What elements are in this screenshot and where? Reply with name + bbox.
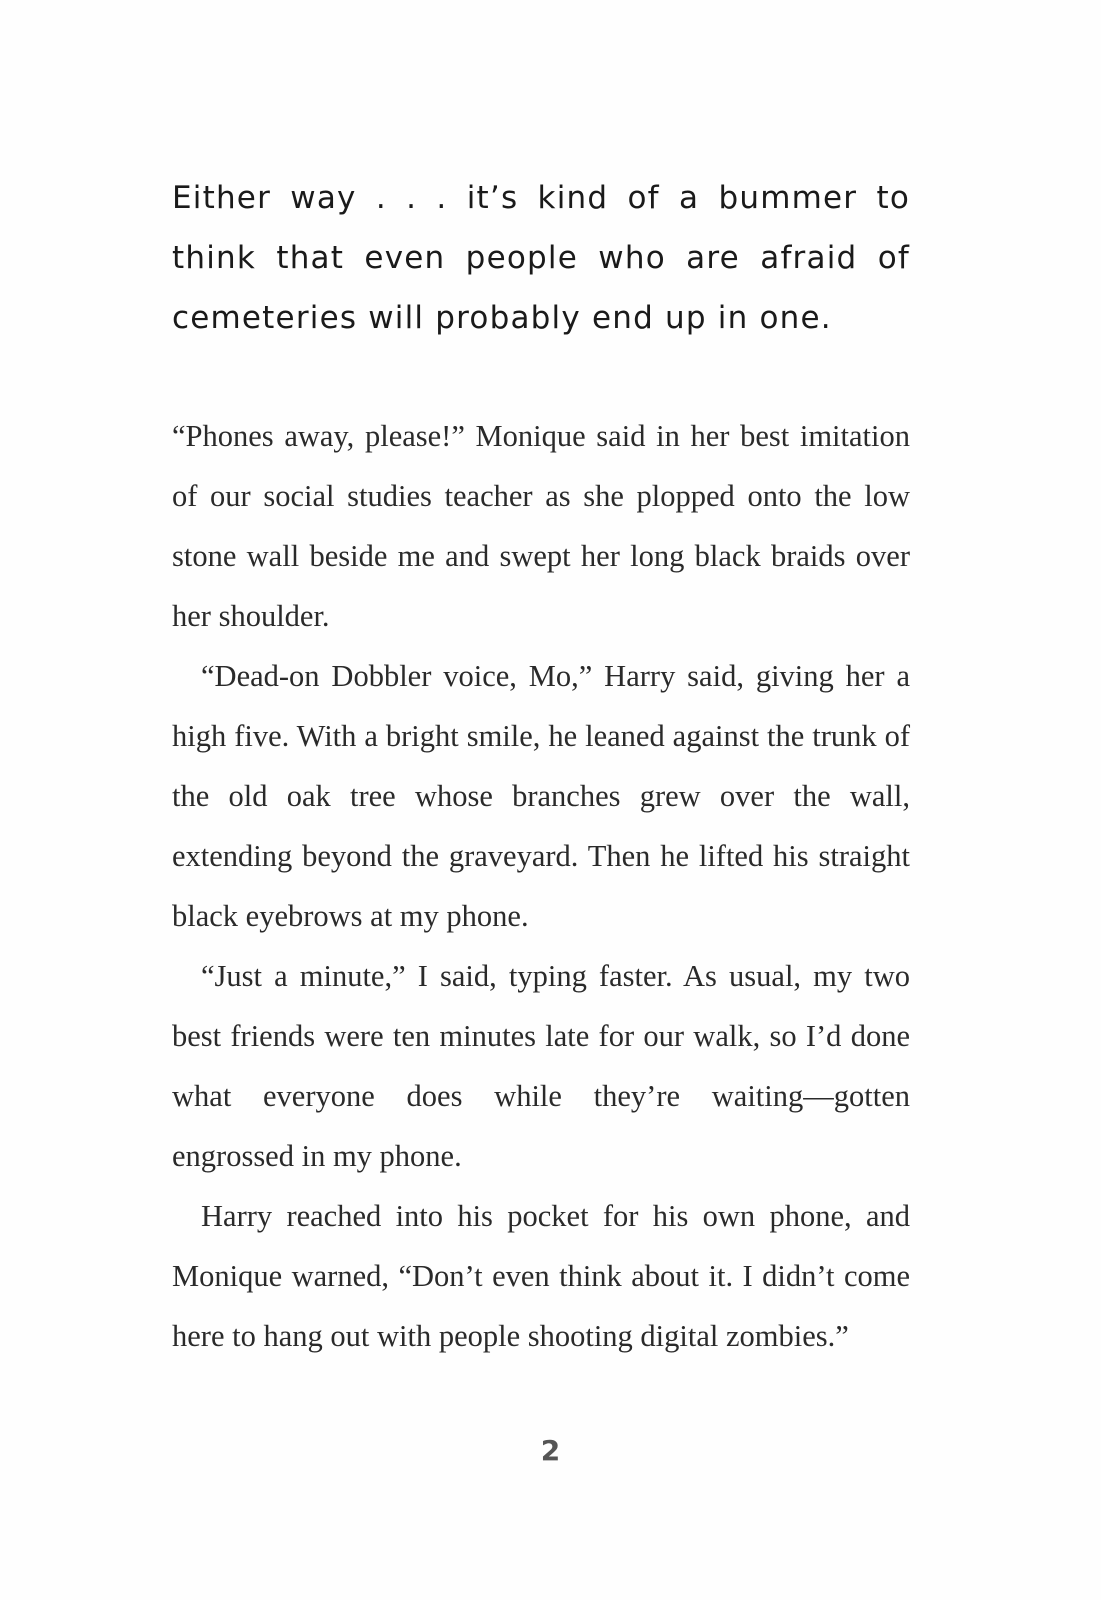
page-number: 2	[540, 1434, 561, 1467]
story-text	[172, 406, 910, 1366]
paragraph: Harry reached into his pocket for his own phone, and Monique warned, “Don’t even think about it. I didn’t come here to hang out with people shooting digital zombies.”	[172, 1199, 910, 1353]
paragraph: “Phones away, please!” Monique said in her best imitation of our social studies teacher as she plopped onto the low stone wall beside me and swept her long black braids over her shoulder.	[172, 419, 910, 633]
paragraph: “Just a minute,” I said, typing faster. As usual, my two best friends were ten minutes late for our walk, so I’d done what everyone does while they’re waiting—gotten engrossed in my phone.	[172, 959, 910, 1173]
handwritten-note: Either way . . . it’s kind of a bummer to think that even people who are afraid of cemeteries will probably end up in one.	[172, 180, 910, 336]
paragraph: “Dead-on Dobbler voice, Mo,” Harry said, giving her a high five. With a bright smile, he leaned against the trunk of the old oak tree whose branches grew over the wall, extending beyond the graveyard. Then he lifted his straight black eyebrows at my phone.	[172, 659, 910, 933]
